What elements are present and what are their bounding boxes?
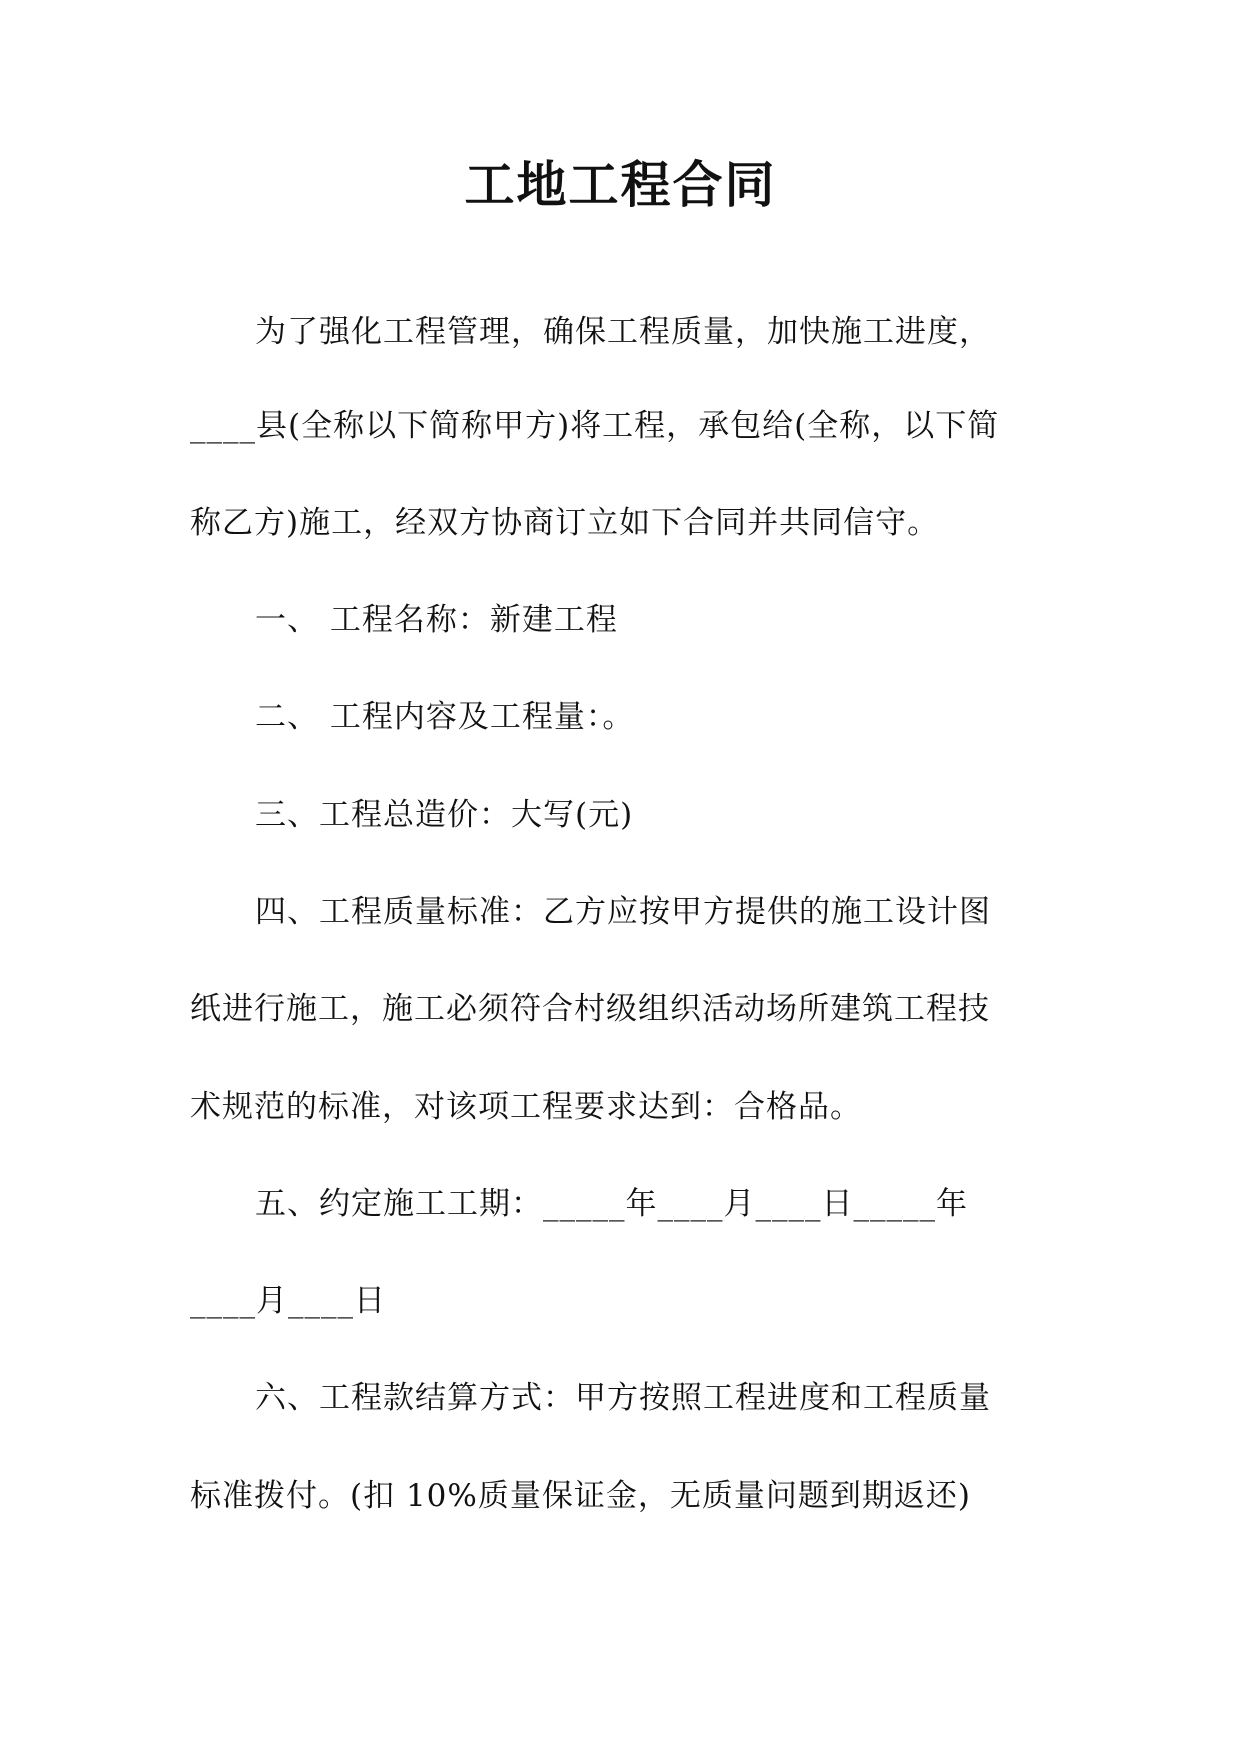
paragraph-line: 纸进行施工，施工必须符合村级组织活动场所建筑工程技 [190, 991, 990, 1027]
document-title: 工地工程合同 [464, 156, 777, 214]
paragraph-line: ____县(全称以下简称甲方)将工程，承包给(全称，以下简 [190, 408, 1000, 444]
clause-2: 二、 工程内容及工程量：。 [255, 699, 635, 735]
clause-4: 四、工程质量标准：乙方应按甲方提供的施工设计图 [255, 894, 991, 930]
clause-5: 五、约定施工工期：_____年____月____日_____年 [255, 1186, 968, 1222]
paragraph-line: ____月____日 [190, 1283, 386, 1319]
clause-6: 六、工程款结算方式：甲方按照工程进度和工程质量 [255, 1380, 991, 1416]
paragraph-line: 为了强化工程管理，确保工程质量，加快施工进度， [255, 314, 991, 350]
paragraph-line: 称乙方)施工，经双方协商订立如下合同并共同信守。 [190, 505, 940, 541]
paragraph-line: 术规范的标准，对该项工程要求达到：合格品。 [190, 1089, 862, 1125]
paragraph-line: 标准拨付。(扣 10%质量保证金，无质量问题到期返还) [190, 1478, 971, 1514]
clause-3: 三、工程总造价：大写(元) [255, 797, 634, 833]
clause-1: 一、 工程名称：新建工程 [255, 602, 618, 638]
